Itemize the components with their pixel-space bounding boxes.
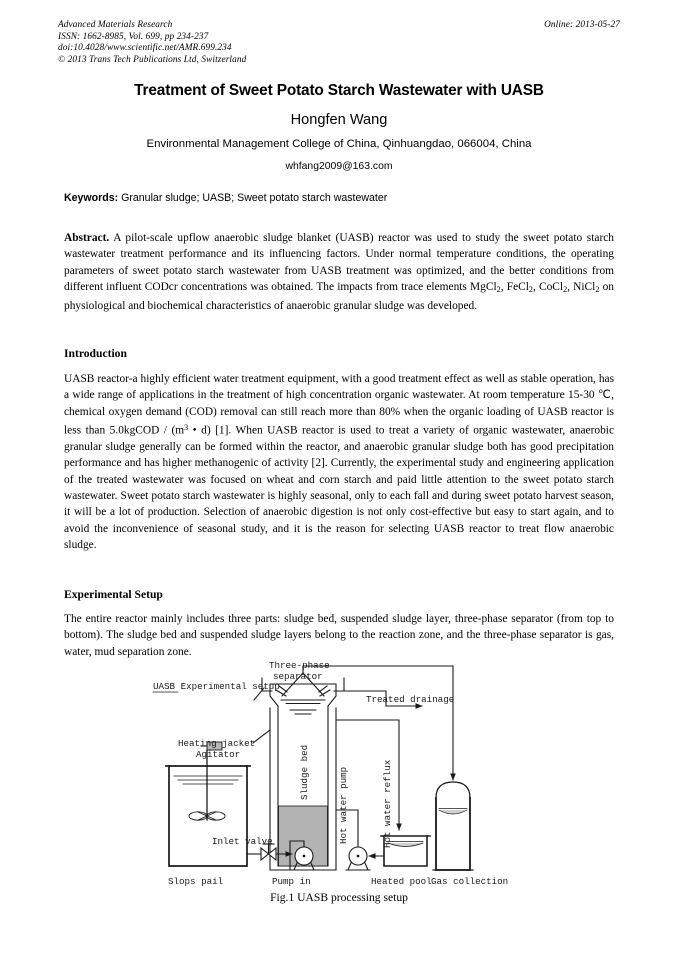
hot-water-pump-symbol	[346, 847, 370, 870]
gas-collection-shape	[433, 782, 473, 870]
author-name: Hongfen Wang	[290, 112, 388, 128]
leader-line-heating-jacket	[253, 730, 270, 743]
section-heading-introduction: Introduction	[64, 347, 127, 360]
label-inlet-valve: Inlet valve	[212, 836, 273, 847]
section-paragraph-introduction	[64, 371, 614, 553]
label-gas-collection: Gas collection	[431, 876, 509, 887]
abstract-text-3: , CoCl	[532, 280, 564, 293]
label-heating-jacket: Heating jacket	[178, 738, 256, 749]
author-affiliation: Environmental Management College of China, Qinhuangdao, 066004, China	[146, 138, 532, 150]
intro-text-1: UASB reactor-a highly efficient water treatment equipment, with a good treatment effect as well as stable operation, has a wide range of applications in the treatment of high concentration organic wastewater. At room temperature 15-30 ℃, chemical oxygen demand (COD) removal can still reach more than 80% when the organic loading of UASB reactor is less than 5.0kgCOD / (m	[64, 373, 614, 437]
keywords-value: Granular sludge; UASB; Sweet potato starch wastewater	[121, 192, 388, 204]
figure-uasb-setup	[150, 658, 550, 890]
label-heated-pool: Heated pool	[371, 876, 432, 887]
keywords-label: Keywords:	[64, 192, 119, 204]
figure-label-group	[153, 660, 508, 887]
label-pump-in: Pump in	[272, 876, 311, 887]
label-three-phase-line1: Three-phase	[269, 660, 330, 671]
label-sludge-bed: Sludge bed	[299, 744, 310, 800]
keywords-line	[64, 192, 616, 204]
label-hot-water-reflux: Hot water reflux	[382, 759, 393, 848]
gas-pipe	[303, 666, 453, 780]
abstract-label: Abstract.	[64, 232, 110, 244]
abstract-sub-4: 2	[595, 284, 600, 294]
label-uasb-experimental-setup: UASB Experimental setup	[153, 681, 280, 692]
uasb-process-diagram	[150, 658, 550, 890]
intro-sup-1: 3	[184, 423, 189, 433]
label-treated-drainage: Treated drainage	[366, 694, 455, 705]
masthead-top-row	[58, 20, 620, 32]
label-slops-pail: Slops pail	[168, 876, 224, 887]
issn-line: ISSN: 1662-8985, Vol. 699, pp 234-237	[58, 31, 209, 42]
page-title: Treatment of Sweet Potato Starch Wastewater with UASB	[134, 82, 544, 99]
intro-text-2: • d) [1]. When UASB reactor is used to treat a variety of organic wastewater, anaerobic granular sludge generally can be formed within the reactor, and anaerobic granular sludge both has good precipitation performance and has higher methanogenic of activity [2]. Currently, the experimental study and engineering application of the treated wastewater was focused on wheat and corn starch and paid little attention to the sweet potato starch wastewater. Sweet potato starch wastewater is highly seasonal, only to each fall and during sweet potato harvest season, it will be a lot of production. Selection of anaerobic digestion is not only cost-effective but easy to start again, and to avoid the inconvenience of seasonal study, and it is the reason for selecting UASB reactor to treat flow anaerobic sludge.	[64, 424, 614, 551]
section-heading-experimental-setup: Experimental Setup	[64, 588, 163, 601]
online-date: Online: 2013-05-27	[544, 20, 620, 30]
abstract-text-4: , NiCl	[567, 280, 596, 293]
abstract-sub-1: 2	[496, 284, 501, 294]
section-paragraph-experimental-setup: The entire reactor mainly includes three parts: sludge bed, suspended sludge layer, three-phase separator (from top to bottom). The sludge bed and suspended sludge layers belong to the reaction zone, and the three-phase separator is gas, water, mud separation zone.	[64, 613, 614, 658]
abstract-sub-2: 2	[528, 284, 533, 294]
copyright-line: © 2013 Trans Tech Publications Ltd, Switzerland	[58, 54, 247, 65]
figure-caption: Fig.1 UASB processing setup	[270, 891, 408, 904]
abstract-text-5: on physiological and biochemical characteristics of anaerobic granular sludge was developed.	[64, 280, 614, 312]
doi-line: doi:10.4028/www.scientific.net/AMR.699.234	[58, 43, 232, 54]
label-agitator: Agitator	[196, 749, 241, 760]
label-hot-water-pump: Hot water pump	[338, 766, 349, 844]
abstract-text-1: A pilot-scale upflow anaerobic sludge blanket (UASB) reactor was used to study the sweet potato starch wastewater treatment performance and its influencing factors. Under normal temperature conditions, the operating parameters of sweet potato starch wastewater from UASB treatment was optimized, and the better conditions from different influent CODcr concentrations was obtained. The impacts from trace elements MgCl	[64, 232, 614, 293]
label-three-phase-line2: separator	[273, 671, 323, 682]
abstract-paragraph	[64, 230, 614, 314]
abstract-sub-3: 2	[563, 284, 568, 294]
abstract-text-2: , FeCl	[500, 280, 529, 293]
journal-masthead	[58, 20, 620, 66]
journal-name: Advanced Materials Research	[58, 20, 173, 30]
slops-pail-shape	[166, 766, 250, 866]
author-email: whfang2009@163.com	[285, 161, 393, 172]
